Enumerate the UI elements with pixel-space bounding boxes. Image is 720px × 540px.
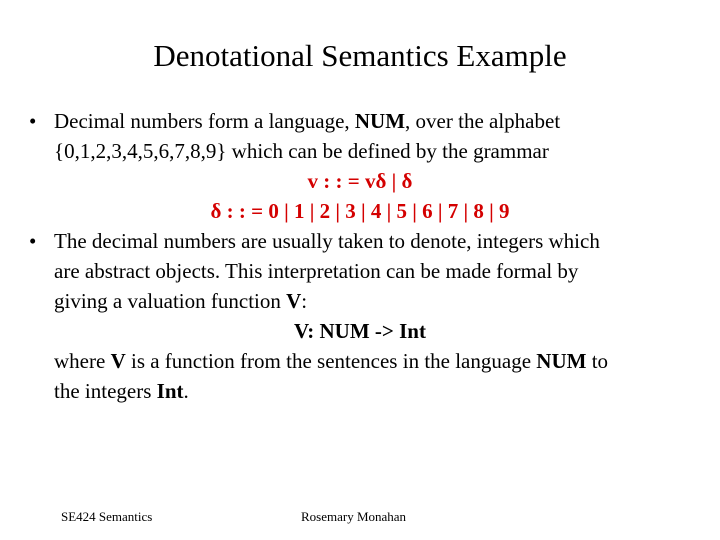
bullet-marker: • (29, 109, 37, 133)
bullet-1-line-2 (0, 136, 720, 166)
text-run: , over the alphabet (405, 109, 561, 133)
text-run: where (54, 349, 111, 373)
text-run: : (301, 289, 308, 313)
slide-body (0, 106, 720, 406)
bullet-1-line-1 (0, 106, 720, 136)
grammar-rule-delta: δ : : = 0 | 1 | 2 | 3 | 4 | 5 | 6 | 7 | 8 | 9 (210, 199, 510, 223)
footer-author: Rosemary Monahan (301, 509, 407, 524)
text-run: is a function from the sentences in the language (125, 349, 537, 373)
grammar-rule-v: v : : = vδ | δ (307, 169, 413, 193)
bullet-marker: • (29, 229, 37, 253)
slide-title: Denotational Semantics Example (153, 38, 567, 73)
valuation-signature: V: NUM -> Int (294, 319, 426, 343)
v-term: V (286, 289, 302, 313)
text-run: are abstract objects. This interpretation can be made formal by (54, 259, 579, 283)
int-term: Int (156, 379, 184, 403)
text-run: . (183, 379, 189, 403)
bullet-2-line-2 (0, 256, 720, 286)
bullet-2-line-1 (0, 226, 720, 256)
text-run: Decimal numbers form a language, (54, 109, 355, 133)
footer-course: SE424 Semantics (61, 509, 153, 524)
text-run: giving a valuation function (54, 289, 287, 313)
text-run: {0,1,2,3,4,5,6,7,8,9} which can be defined by the grammar (54, 139, 549, 163)
text-run: to (586, 349, 609, 373)
text-run: The decimal numbers are usually taken to denote, integers which (54, 229, 600, 253)
bullet-2-tail-1 (0, 346, 720, 376)
num-term: NUM (536, 349, 587, 373)
v-term: V (110, 349, 126, 373)
bullet-2-line-3 (0, 286, 720, 316)
text-run: the integers (54, 379, 157, 403)
bullet-2-tail-2 (0, 376, 720, 406)
num-term: NUM (354, 109, 406, 133)
